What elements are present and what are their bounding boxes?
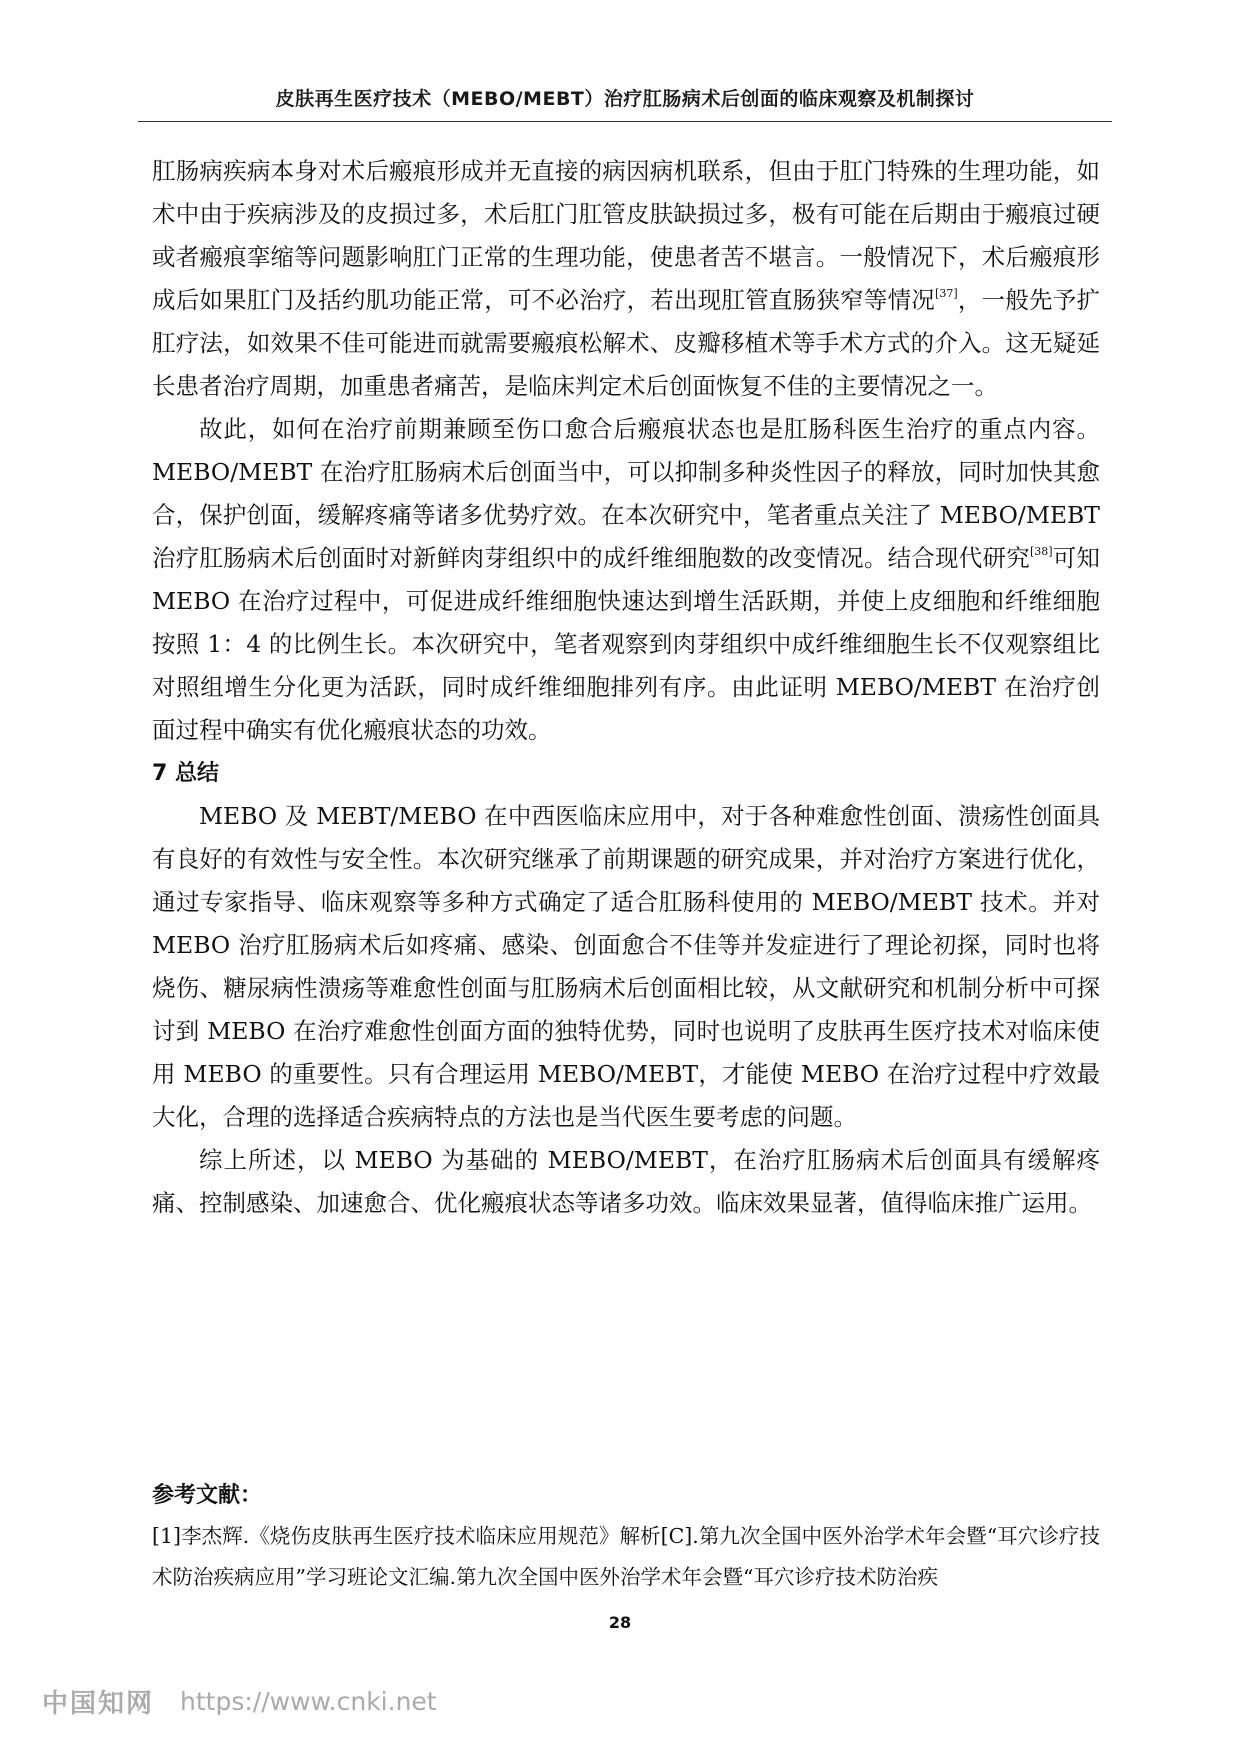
reference-item-1: [1]李杰辉.《烧伤皮肤再生医疗技术临床应用规范》解析[C].第九次全国中医外治学术年会暨“耳穴诊疗技术防治疾病应用”学习班论文汇编.第九次全国中医外治学术年会暨“耳穴诊疗技术防治疾 xyxy=(152,1524,1100,1589)
paragraph-1 xyxy=(152,150,1100,408)
page-number: 28 xyxy=(608,1613,632,1632)
references-list xyxy=(152,1516,1100,1598)
watermark-logo: 中国知网 xyxy=(42,1689,155,1719)
running-title: 皮肤再生医疗技术（MEBO/MEBT）治疗肛肠病术后创面的临床观察及机制探讨 xyxy=(275,88,975,110)
paragraph-4: 综上所述，以 MEBO 为基础的 MEBO/MEBT，在治疗肛肠病术后创面具有缓解疼痛、控制感染、加速愈合、优化瘢痕状态等诸多功效。临床效果显著，值得临床推广运用。 xyxy=(152,1146,1100,1217)
cnki-watermark xyxy=(42,1683,437,1720)
paragraph-2 xyxy=(152,408,1100,752)
references-heading: 参考文献： xyxy=(152,1483,263,1508)
paragraph-1-part-b: ，一般先予扩肛疗法，如效果不佳可能进而就需要瘢痕松解术、皮瓣移植术等手术方式的介入。这无疑延长患者治疗周期，加重患者痛苦，是临床判定术后创面恢复不佳的主要情况之一。 xyxy=(152,286,1101,400)
section-heading-summary: 7 总结 xyxy=(152,761,219,786)
paragraph-2-part-a: 故此，如何在治疗前期兼顾至伤口愈合后瘢痕状态也是肛肠科医生治疗的重点内容。MEBO/MEBT 在治疗肛肠病术后创面当中，可以抑制多种炎性因子的释放，同时加快其愈合，保护创面，缓解疼痛等诸多优势疗效。在本次研究中，笔者重点关注了 MEBO/MEBT 治疗肛肠病术后创面时对新鲜肉芽组织中的成纤维细胞数的改变情况。结合现代研究 xyxy=(152,415,1100,572)
citation-37: [37] xyxy=(935,287,958,300)
paragraph-1-part-a: 肛肠病疾病本身对术后瘢痕形成并无直接的病因病机联系，但由于肛门特殊的生理功能，如术中由于疾病涉及的皮损过多，术后肛门肛管皮肤缺损过多，极有可能在后期由于瘢痕过硬或者瘢痕挛缩等问题影响肛门正常的生理功能，使患者苦不堪言。一般情况下，术后瘢痕形成后如果肛门及括约肌功能正常，可不必治疗，若出现肛管直肠狭窄等情况 xyxy=(152,157,1100,314)
body-text xyxy=(152,150,1100,1225)
paragraph-2-part-b: 可知 MEBO 在治疗过程中，可促进成纤维细胞快速达到增生活跃期，并使上皮细胞和纤维细胞按照 1：4 的比例生长。本次研究中，笔者观察到肉芽组织中成纤维细胞生长不仅观察组比对照组增生分化更为活跃，同时成纤维细胞排列有序。由此证明 MEBO/MEBT 在治疗创面过程中确实有优化瘢痕状态的功效。 xyxy=(152,544,1101,744)
header-divider xyxy=(138,121,1112,122)
watermark-url: https://www.cnki.net xyxy=(180,1687,437,1716)
paragraph-3: MEBO 及 MEBT/MEBO 在中西医临床应用中，对于各种难愈性创面、溃疡性创面具有良好的有效性与安全性。本次研究继承了前期课题的研究成果，并对治疗方案进行优化，通过专家指导、临床观察等多种方式确定了适合肛肠科使用的 MEBO/MEBT 技术。并对 MEBO 治疗肛肠病术后如疼痛、感染、创面愈合不佳等并发症进行了理论初探，同时也将烧伤、糖尿病性溃疡等难愈性创面与肛肠病术后创面相比较，从文献研究和机制分析中可探讨到 MEBO 在治疗难愈性创面方面的独特优势，同时也说明了皮肤再生医疗技术对临床使用 MEBO 的重要性。只有合理运用 MEBO/MEBT，才能使 MEBO 在治疗过程中疗效最大化，合理的选择适合疾病特点的方法也是当代医生要考虑的问题。 xyxy=(152,802,1100,1131)
citation-38: [38] xyxy=(1029,545,1053,558)
